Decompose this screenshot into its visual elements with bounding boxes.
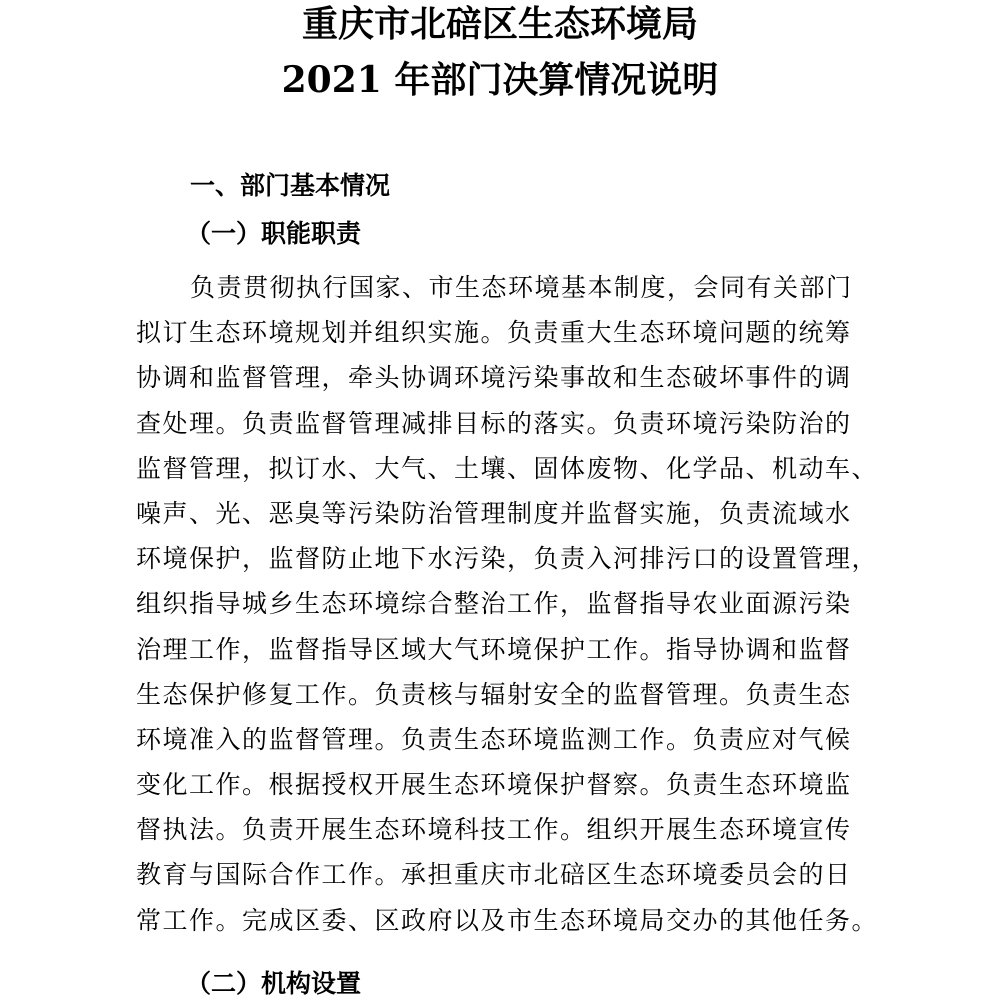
paragraph-line: 环境保护，监督防止地下水污染，负责入河排污口的设置管理， — [136, 544, 879, 574]
paragraph-line: 教育与国际合作工作。承担重庆市北碚区生态环境委员会的日 — [136, 860, 852, 890]
paragraph-line: 监督管理，拟订水、大气、土壤、固体废物、化学品、机动车、 — [136, 453, 879, 483]
paragraph-line: 拟订生态环境规划并组织实施。负责重大生态环境问题的统筹 — [136, 318, 852, 348]
paragraph-line: 负责贯彻执行国家、市生态环境基本制度，会同有关部门 — [190, 273, 853, 302]
paragraph-line: 查处理。负责监督管理减排目标的落实。负责环境污染防治的 — [136, 408, 852, 438]
paragraph-line: 环境准入的监督管理。负责生态环境监测工作。负责应对气候 — [136, 724, 852, 754]
subsection-heading-organization: （二）机构设置 — [186, 969, 362, 998]
document-title-line-1: 重庆市北碚区生态环境局 — [301, 3, 698, 45]
document-title-line-2: 2021 年部门决算情况说明 — [281, 59, 719, 101]
paragraph-line: 变化工作。根据授权开展生态环境保护督察。负责生态环境监 — [136, 770, 852, 800]
paragraph-line: 组织指导城乡生态环境综合整治工作，监督指导农业面源污染 — [136, 589, 852, 619]
paragraph-line: 督执法。负责开展生态环境科技工作。组织开展生态环境宣传 — [136, 815, 852, 845]
paragraph-line: 生态保护修复工作。负责核与辐射安全的监督管理。负责生态 — [136, 679, 852, 709]
paragraph-line: 协调和监督管理，牵头协调环境污染事故和生态破坏事件的调 — [136, 363, 852, 393]
functions-paragraph — [136, 265, 896, 943]
subsection-heading-functions: （一）职能职责 — [186, 219, 362, 248]
paragraph-line: 治理工作，监督指导区域大气环境保护工作。指导协调和监督 — [136, 634, 852, 664]
section-heading-basic-info: 一、部门基本情况 — [190, 171, 391, 200]
paragraph-line: 常工作。完成区委、区政府以及市生态环境局交办的其他任务。 — [136, 905, 879, 935]
paragraph-line: 噪声、光、恶臭等污染防治管理制度并监督实施，负责流域水 — [136, 498, 852, 528]
